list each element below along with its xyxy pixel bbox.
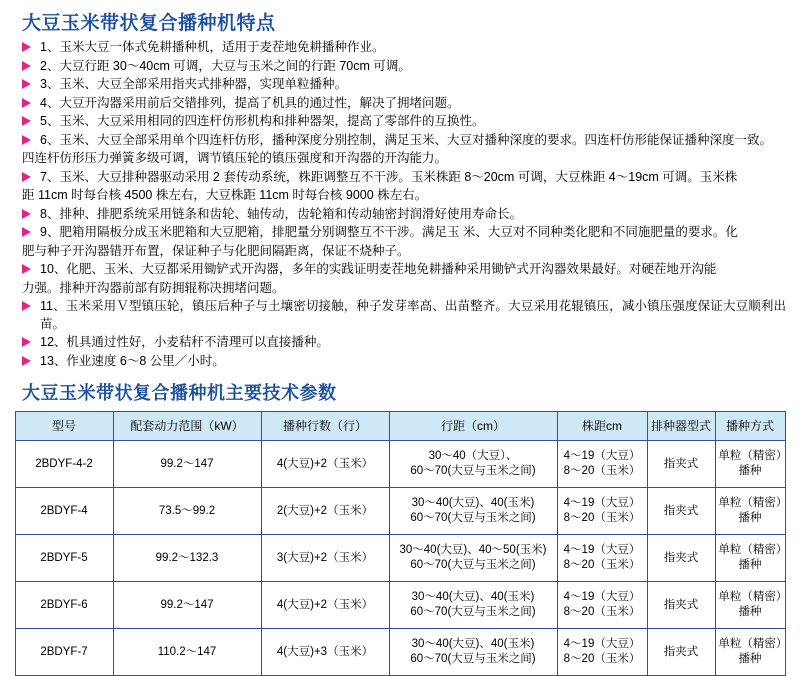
cell-plant-spacing: [557, 582, 647, 629]
cell-plant-spacing-line: 8～20（玉米）: [563, 512, 641, 524]
cell-plant-spacing-line: 8～20（玉米）: [563, 653, 641, 665]
feature-list: [0, 39, 800, 370]
cell-plant-spacing: [557, 629, 647, 676]
table-header: [15, 412, 785, 441]
feature-text: 肥与种子开沟器错开布置，保证种子与化肥间隔距离，保证不烧种子。: [22, 243, 410, 258]
triangle-bullet-icon: [22, 116, 31, 126]
cell-row-spacing-line: 60～70(大豆与玉米之间): [410, 606, 536, 618]
cell-row-spacing-line: 30～40(大豆)、40～50(玉米): [399, 544, 547, 556]
document-page: [0, 8, 800, 665]
triangle-bullet-icon: [22, 98, 31, 108]
cell-plant-spacing: [557, 441, 647, 488]
cell-row-spacing-line: 60～70(大豆与玉米之间): [410, 512, 536, 524]
triangle-bullet-icon: [22, 356, 31, 366]
feature-text: 13、作业速度 6～8 公里／小时。: [40, 353, 225, 368]
table-row: [15, 488, 785, 535]
header-meter-type: 排种器型式: [647, 412, 715, 441]
feature-item: [22, 187, 786, 205]
header-power: 配套动力范围（kW）: [113, 412, 261, 441]
cell-sowing-mode: 单粒（精密）播种: [715, 582, 785, 629]
feature-text: 12、机具通过性好，小麦秸秆不清理可以直接播种。: [40, 335, 329, 349]
cell-sowing-mode: 单粒（精密）播种: [715, 535, 785, 582]
cell-model: 2BDYF-4: [15, 488, 113, 535]
feature-text: 6、玉米、大豆全部采用单个四连杆仿形，播种深度分别控制，满足玉米、大豆对播种深度的要求。四连杆仿形能保证播种深度一致。: [40, 132, 772, 147]
feature-item: [22, 206, 786, 224]
table-row: [15, 582, 785, 629]
feature-item: [22, 334, 786, 352]
cell-row-spacing: [389, 582, 557, 629]
cell-sowing-mode: 单粒（精密）播种: [715, 488, 785, 535]
cell-plant-spacing-line: 8～20（玉米）: [563, 559, 641, 571]
cell-model: 2BDYF-5: [15, 535, 113, 582]
cell-rows: 4(大豆)+3（玉米）: [261, 629, 389, 676]
feature-item: [22, 169, 786, 187]
cell-meter-type: 指夹式: [647, 629, 715, 676]
feature-text: 距 11cm 时每台核 4500 株左右，大豆株距 11cm 时每台核 9000 株左右。: [22, 188, 428, 202]
cell-rows: 2(大豆)+2（玉米）: [261, 488, 389, 535]
feature-text: 5、玉米、大豆采用相同的四连杆仿形机构和排种器架，提高了零部件的互换性。: [40, 114, 485, 128]
cell-meter-type: 指夹式: [647, 441, 715, 488]
cell-model: 2BDYF-6: [15, 582, 113, 629]
cell-row-spacing-line: 60～70(大豆与玉米之间): [410, 559, 536, 571]
feature-item: [22, 95, 786, 113]
cell-row-spacing-line: 60～70(大豆与玉米之间): [410, 465, 536, 477]
feature-text: 9、肥箱用隔板分成玉米肥箱和大豆肥箱，排肥量分别调整互不干涉。满足玉 米、大豆对不同种类化肥和不同施肥量的要求。化: [40, 225, 738, 239]
cell-power: 73.5～99.2: [113, 488, 261, 535]
page-title: 大豆玉米带状复合播种机特点: [22, 13, 276, 34]
cell-plant-spacing-line: 4～19（大豆）: [563, 544, 641, 556]
triangle-bullet-icon: [22, 79, 31, 89]
cell-row-spacing: [389, 535, 557, 582]
table-header-row: [15, 412, 785, 441]
cell-row-spacing-line: 30～40(大豆)、40(玉米): [411, 591, 535, 603]
feature-item: [22, 132, 786, 150]
feature-text: 7、玉米、大豆排种器驱动采用 2 套传动系统，株距调整互不干涉。玉米株距 8～20cm 可调，大豆株距 4～19cm 可调。玉米株: [40, 169, 738, 184]
table-row: [15, 629, 785, 676]
feature-item: [22, 243, 786, 261]
cell-power: 99.2～147: [113, 582, 261, 629]
cell-rows: 4(大豆)+2（玉米）: [261, 582, 389, 629]
table-row: [15, 535, 785, 582]
feature-item: [22, 298, 786, 333]
cell-row-spacing-line: 60～70(大豆与玉米之间): [410, 653, 536, 665]
feature-item: [22, 39, 786, 57]
cell-meter-type: 指夹式: [647, 582, 715, 629]
feature-item: [22, 353, 786, 371]
specs-title: 大豆玉米带状复合播种机主要技术参数: [22, 383, 337, 403]
feature-item: [22, 280, 786, 298]
header-plant-spacing: 株距cm: [557, 412, 647, 441]
cell-power: 110.2～147: [113, 629, 261, 676]
cell-plant-spacing-line: 4～19（大豆）: [563, 497, 641, 509]
feature-item: [22, 76, 786, 94]
cell-model: 2BDYF-7: [15, 629, 113, 676]
cell-power: 99.2～147: [113, 441, 261, 488]
table-body: [15, 441, 785, 676]
triangle-bullet-icon: [22, 61, 31, 71]
feature-item: [22, 150, 786, 168]
cell-row-spacing: [389, 488, 557, 535]
feature-text: 力强。排种开沟器前部有防拥辊称决拥堵问题。: [22, 280, 285, 295]
triangle-bullet-icon: [22, 172, 31, 182]
feature-item: [22, 261, 786, 279]
triangle-bullet-icon: [22, 209, 31, 219]
header-model: 型号: [15, 412, 113, 441]
cell-row-spacing: [389, 441, 557, 488]
cell-plant-spacing-line: 4～19（大豆）: [563, 450, 641, 462]
feature-item: [22, 113, 786, 131]
feature-text: 2、大豆行距 30～40cm 可调，大豆与玉米之间的行距 70cm 可调。: [40, 58, 411, 73]
feature-text: 11、玉米采用Ｖ型镇压轮，镇压后种子与土壤密切接触，种子发芽率高、出苗整齐。大豆采用花辊镇压，减小镇压强度保证大豆顺利出苗。: [40, 299, 786, 331]
feature-item: [22, 58, 786, 76]
header-row-spacing: 行距（cm）: [389, 412, 557, 441]
cell-meter-type: 指夹式: [647, 535, 715, 582]
cell-plant-spacing-line: 4～19（大豆）: [563, 638, 641, 650]
cell-power: 99.2～132.3: [113, 535, 261, 582]
header-sowing-mode: 播种方式: [715, 412, 785, 441]
feature-text: 四连杆仿形压力弹簧多级可调，调节镇压轮的镇压强度和开沟器的开沟能力。: [22, 151, 448, 165]
feature-text: 1、玉米大豆一体式免耕播种机，适用于麦茬地免耕播种作业。: [40, 40, 385, 54]
cell-meter-type: 指夹式: [647, 488, 715, 535]
cell-plant-spacing-line: 8～20（玉米）: [563, 465, 641, 477]
header-rows: 播种行数（行）: [261, 412, 389, 441]
triangle-bullet-icon: [22, 227, 31, 237]
cell-row-spacing-line: 30～40(大豆)、40(玉米): [411, 497, 535, 509]
triangle-bullet-icon: [22, 337, 31, 347]
cell-row-spacing: [389, 629, 557, 676]
triangle-bullet-icon: [22, 264, 31, 274]
feature-text: 4、大豆开沟器采用前后交错排列，提高了机具的通过性，解决了拥堵问题。: [40, 95, 460, 110]
feature-text: 8、排种、排肥系统采用链条和齿轮、轴传动，齿轮箱和传动轴密封润滑好使用寿命长。: [40, 206, 522, 221]
specifications-table: [15, 411, 786, 676]
cell-model: 2BDYF-4-2: [15, 441, 113, 488]
cell-plant-spacing-line: 4～19（大豆）: [563, 591, 641, 603]
feature-text: 3、玉米、大豆全部采用指夹式排种器，实现单粒播种。: [40, 77, 347, 91]
cell-rows: 4(大豆)+2（玉米）: [261, 441, 389, 488]
cell-rows: 3(大豆)+2（玉米）: [261, 535, 389, 582]
cell-plant-spacing: [557, 535, 647, 582]
table-row: [15, 441, 785, 488]
triangle-bullet-icon: [22, 135, 31, 145]
cell-row-spacing-line: 30～40（大豆）、: [428, 450, 518, 462]
triangle-bullet-icon: [22, 42, 31, 52]
feature-text: 10、化肥、玉米、大豆都采用锄铲式开沟器，多年的实践证明麦茬地免耕播种采用锄铲式开沟器效果最好。对硬茬地开沟能: [40, 262, 717, 276]
cell-row-spacing-line: 30～40(大豆)、40(玉米): [411, 638, 535, 650]
cell-plant-spacing-line: 8～20（玉米）: [563, 606, 641, 618]
cell-plant-spacing: [557, 488, 647, 535]
cell-sowing-mode: 单粒（精密）播种: [715, 441, 785, 488]
feature-item: [22, 224, 786, 242]
triangle-bullet-icon: [22, 301, 31, 311]
cell-sowing-mode: 单粒（精密）播种: [715, 629, 785, 676]
